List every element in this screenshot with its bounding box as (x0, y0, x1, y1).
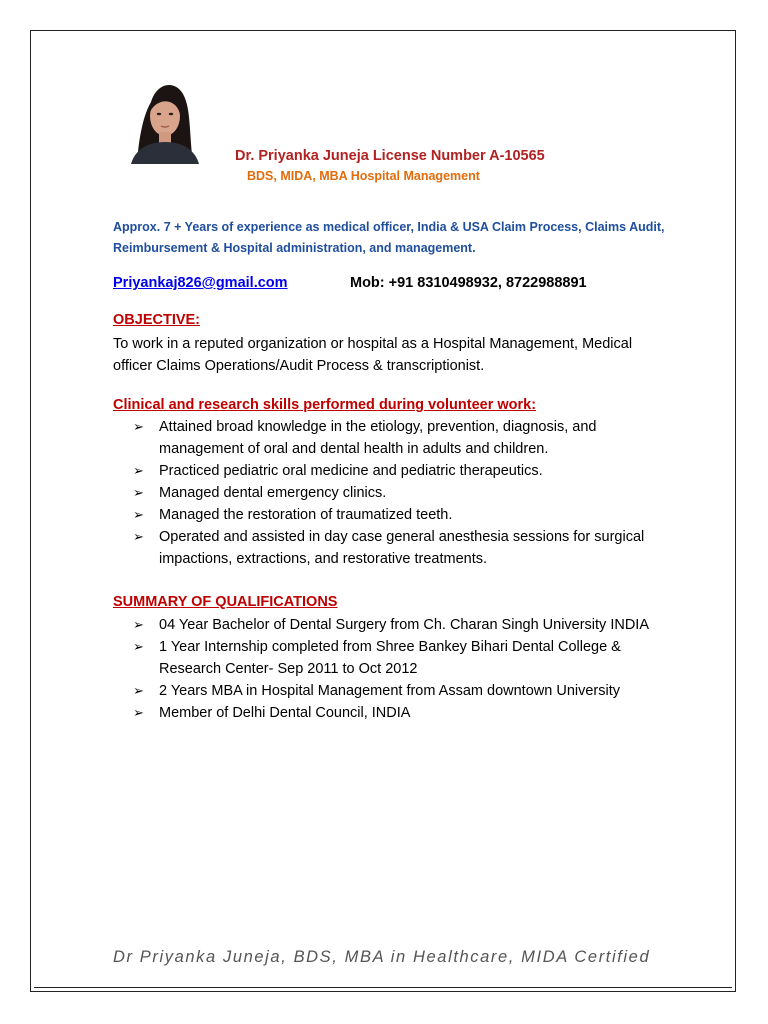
arrow-bullet-icon: ➢ (133, 463, 144, 478)
arrow-bullet-icon: ➢ (133, 507, 144, 522)
list-item-text: Managed dental emergency clinics. (159, 485, 387, 501)
list-item (133, 680, 673, 702)
profile-photo (117, 72, 209, 164)
list-item-text: 1 Year Internship completed from Shree Bankey Bihari Dental College & Research Center- Sep 2011 to Oct 2012 (159, 639, 621, 677)
list-item-text: 04 Year Bachelor of Dental Surgery from Ch. Charan Singh University INDIA (159, 617, 650, 633)
clinical-skills-list (133, 416, 673, 570)
arrow-bullet-icon: ➢ (133, 617, 144, 632)
list-item-text: Managed the restoration of traumatized teeth. (159, 507, 453, 523)
arrow-bullet-icon: ➢ (133, 529, 144, 544)
email-link[interactable]: Priyankaj826@gmail.com (113, 275, 288, 291)
list-item (133, 460, 673, 482)
list-item (133, 614, 673, 636)
arrow-bullet-icon: ➢ (133, 683, 144, 698)
list-item-text: Operated and assisted in day case general anesthesia sessions for surgical impactions, extractions, and restorative treatments. (159, 529, 645, 567)
list-item (133, 482, 673, 504)
arrow-bullet-icon: ➢ (133, 639, 144, 654)
list-item (133, 702, 673, 724)
qualifications-list (133, 614, 673, 724)
qualifications-heading: SUMMARY OF QUALIFICATIONS (113, 594, 338, 610)
list-item-text: Attained broad knowledge in the etiology, prevention, diagnosis, and management of oral and dental health in adults and children. (159, 419, 597, 457)
list-item (133, 526, 673, 570)
arrow-bullet-icon: ➢ (133, 485, 144, 500)
arrow-bullet-icon: ➢ (133, 705, 144, 720)
name-license-title: Dr. Priyanka Juneja License Number A-10565 (235, 148, 545, 164)
degrees-subtitle: BDS, MIDA, MBA Hospital Management (247, 169, 480, 183)
list-item (133, 504, 673, 526)
objective-text: To work in a reputed organization or hospital as a Hospital Management, Medical officer Claims Operations/Audit Process & transcriptionist. (113, 336, 633, 374)
clinical-skills-heading: Clinical and research skills performed during volunteer work: (113, 397, 537, 413)
list-item-text: 2 Years MBA in Hospital Management from Assam downtown University (159, 683, 620, 699)
objective-heading: OBJECTIVE: (113, 312, 201, 328)
list-item-text: Practiced pediatric oral medicine and pediatric therapeutics. (159, 463, 543, 479)
arrow-bullet-icon: ➢ (133, 419, 144, 434)
footer-credentials: Dr Priyanka Juneja, BDS, MBA in Healthcare, MIDA Certified (113, 948, 651, 966)
list-item (133, 416, 673, 460)
list-item (133, 636, 673, 680)
list-item-text: Member of Delhi Dental Council, INDIA (159, 705, 411, 721)
mobile-numbers: Mob: +91 8310498932, 8722988891 (350, 275, 587, 291)
experience-summary: Approx. 7 + Years of experience as medical officer, India & USA Claim Process, Claims Audit, Reimbursement & Hospital administration, and management. (113, 220, 665, 255)
